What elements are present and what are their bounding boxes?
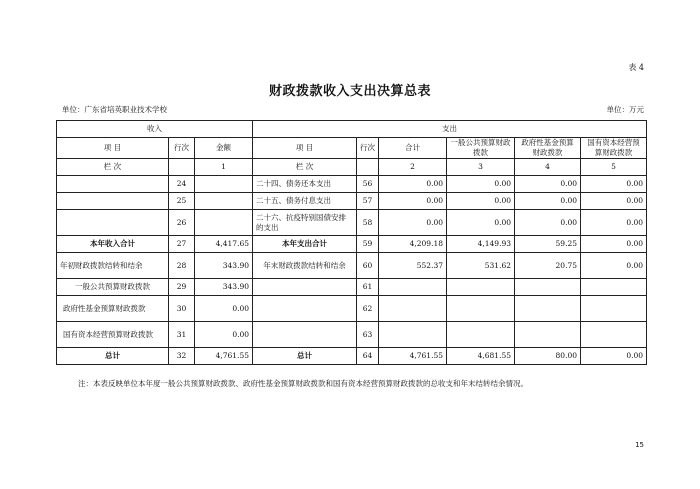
column-index-5: 5 bbox=[581, 159, 647, 176]
income-amount: 343.90 bbox=[195, 279, 253, 296]
expense-item: 二十五、债务付息支出 bbox=[253, 193, 357, 210]
table-row bbox=[57, 210, 647, 236]
expense-capital: 0.00 bbox=[581, 348, 647, 365]
column-index-3: 3 bbox=[447, 159, 515, 176]
page-title: 财政拨款收入支出决算总表 bbox=[268, 84, 431, 99]
empty-cell bbox=[357, 159, 379, 176]
expense-total bbox=[379, 279, 447, 296]
expense-general bbox=[447, 296, 515, 322]
expense-rowno: 58 bbox=[357, 210, 379, 236]
table-row bbox=[57, 176, 647, 193]
expense-item bbox=[253, 279, 357, 296]
column-index-4: 4 bbox=[515, 159, 581, 176]
expense-fund: 0.00 bbox=[515, 176, 581, 193]
expense-capital: 0.00 bbox=[581, 253, 647, 279]
expense-item: 二十四、债务还本支出 bbox=[253, 176, 357, 193]
income-rowno: 31 bbox=[169, 322, 195, 348]
income-rowno-header: 行次 bbox=[169, 138, 195, 159]
income-amount: 343.90 bbox=[195, 253, 253, 279]
header-columns-row bbox=[57, 138, 647, 159]
income-rowno: 29 bbox=[169, 279, 195, 296]
income-rowno: 24 bbox=[169, 176, 195, 193]
income-item: 总计 bbox=[57, 348, 169, 365]
income-item: 国有资本经营预算财政拨款 bbox=[57, 322, 169, 348]
income-item: 政府性基金预算财政拨款 bbox=[57, 296, 169, 322]
income-item bbox=[57, 176, 169, 193]
expense-column-label: 栏 次 bbox=[253, 159, 357, 176]
expense-fund: 20.75 bbox=[515, 253, 581, 279]
expense-total: 0.00 bbox=[379, 193, 447, 210]
expense-rowno: 56 bbox=[357, 176, 379, 193]
expense-total: 4,761.55 bbox=[379, 348, 447, 365]
expense-capital: 0.00 bbox=[581, 236, 647, 253]
income-amount: 0.00 bbox=[195, 322, 253, 348]
income-item: 一般公共预算财政拨款 bbox=[57, 279, 169, 296]
income-rowno: 32 bbox=[169, 348, 195, 365]
expense-capital bbox=[581, 279, 647, 296]
expense-item-header: 项 目 bbox=[253, 138, 357, 159]
income-rowno: 28 bbox=[169, 253, 195, 279]
expense-general bbox=[447, 322, 515, 348]
income-item: 本年收入合计 bbox=[57, 236, 169, 253]
income-item bbox=[57, 193, 169, 210]
expense-fund bbox=[515, 279, 581, 296]
expense-item: 总计 bbox=[253, 348, 357, 365]
expense-capital bbox=[581, 322, 647, 348]
income-rowno: 27 bbox=[169, 236, 195, 253]
expense-header: 支出 bbox=[253, 121, 647, 138]
expense-general: 0.00 bbox=[447, 176, 515, 193]
expense-fund bbox=[515, 322, 581, 348]
footnote: 注：本表反映单位本年度一般公共预算财政拨款、政府性基金预算财政拨款和国有资本经营预算财政拨款的总收支和年末结转结余情况。 bbox=[78, 379, 528, 388]
table-row bbox=[57, 348, 647, 365]
income-amount: 4,417.65 bbox=[195, 236, 253, 253]
income-amount-header: 金额 bbox=[195, 138, 253, 159]
general-budget-header: 一般公共预算财政拨款 bbox=[447, 138, 515, 159]
table-row bbox=[57, 296, 647, 322]
income-column-label: 栏 次 bbox=[57, 159, 169, 176]
table-row bbox=[57, 322, 647, 348]
expense-total: 0.00 bbox=[379, 210, 447, 236]
empty-cell bbox=[169, 159, 195, 176]
expense-rowno-header: 行次 bbox=[357, 138, 379, 159]
unit-currency: 单位：万元 bbox=[606, 105, 644, 114]
expense-rowno: 63 bbox=[357, 322, 379, 348]
expense-item bbox=[253, 296, 357, 322]
column-index-row bbox=[57, 159, 647, 176]
expense-total bbox=[379, 322, 447, 348]
expense-item: 二十六、抗疫特别国债安排的支出 bbox=[253, 210, 357, 236]
expense-capital bbox=[581, 296, 647, 322]
expense-rowno: 59 bbox=[357, 236, 379, 253]
expense-general: 4,681.55 bbox=[447, 348, 515, 365]
expense-general bbox=[447, 279, 515, 296]
table-row bbox=[57, 279, 647, 296]
income-amount: 4,761.55 bbox=[195, 348, 253, 365]
expense-rowno: 60 bbox=[357, 253, 379, 279]
expense-general: 531.62 bbox=[447, 253, 515, 279]
income-rowno: 26 bbox=[169, 210, 195, 236]
table-row bbox=[57, 236, 647, 253]
income-header: 收入 bbox=[57, 121, 253, 138]
column-index-2: 2 bbox=[379, 159, 447, 176]
income-rowno: 25 bbox=[169, 193, 195, 210]
header-section-row bbox=[57, 121, 647, 138]
income-rowno: 30 bbox=[169, 296, 195, 322]
expense-fund: 80.00 bbox=[515, 348, 581, 365]
expense-item: 年末财政拨款结转和结余 bbox=[253, 253, 357, 279]
expense-total: 0.00 bbox=[379, 176, 447, 193]
income-item bbox=[57, 210, 169, 236]
expense-rowno: 64 bbox=[357, 348, 379, 365]
column-index-1: 1 bbox=[195, 159, 253, 176]
expense-fund: 0.00 bbox=[515, 210, 581, 236]
expense-general: 0.00 bbox=[447, 193, 515, 210]
expense-total: 4,209.18 bbox=[379, 236, 447, 253]
page-number: 15 bbox=[635, 441, 644, 449]
budget-table bbox=[56, 120, 647, 365]
expense-capital: 0.00 bbox=[581, 193, 647, 210]
income-item-header: 项 目 bbox=[57, 138, 169, 159]
income-amount bbox=[195, 210, 253, 236]
expense-capital: 0.00 bbox=[581, 210, 647, 236]
expense-item: 本年支出合计 bbox=[253, 236, 357, 253]
expense-general: 4,149.93 bbox=[447, 236, 515, 253]
expense-item bbox=[253, 322, 357, 348]
expense-total: 552.37 bbox=[379, 253, 447, 279]
income-amount bbox=[195, 176, 253, 193]
table-row bbox=[57, 193, 647, 210]
expense-rowno: 61 bbox=[357, 279, 379, 296]
unit-organization: 单位：广东省培英职业技术学校 bbox=[62, 105, 167, 114]
expense-rowno: 62 bbox=[357, 296, 379, 322]
expense-fund: 0.00 bbox=[515, 193, 581, 210]
table-number: 表 4 bbox=[628, 63, 644, 72]
expense-fund: 59.25 bbox=[515, 236, 581, 253]
income-item: 年初财政拨款结转和结余 bbox=[57, 253, 169, 279]
expense-fund bbox=[515, 296, 581, 322]
income-amount: 0.00 bbox=[195, 296, 253, 322]
expense-general: 0.00 bbox=[447, 210, 515, 236]
table-row bbox=[57, 253, 647, 279]
state-capital-header: 国有资本经营预算财政拨款 bbox=[581, 138, 647, 159]
total-header: 合计 bbox=[379, 138, 447, 159]
fund-budget-header: 政府性基金预算财政拨款 bbox=[515, 138, 581, 159]
expense-rowno: 57 bbox=[357, 193, 379, 210]
expense-total bbox=[379, 296, 447, 322]
expense-capital: 0.00 bbox=[581, 176, 647, 193]
income-amount bbox=[195, 193, 253, 210]
